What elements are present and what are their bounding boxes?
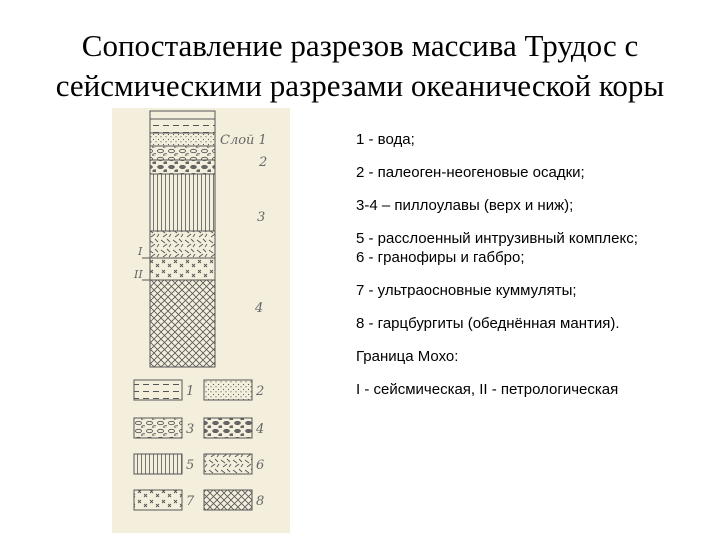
harzburgite-crosshatch-pattern-icon xyxy=(204,490,252,510)
legend-item: 6 - гранофиры и габбро; xyxy=(356,249,525,266)
cumulate-cross-pattern-icon xyxy=(134,490,182,510)
column-sediment-layer xyxy=(150,133,215,146)
column-pillow-lower-layer xyxy=(150,160,215,174)
pattern-key-label: 1 xyxy=(186,384,195,399)
label-moho-2: II xyxy=(134,268,143,281)
label-layer1: Слой 1 xyxy=(220,133,267,148)
pattern-key-label: 5 xyxy=(186,458,195,473)
column-dike-layer xyxy=(150,174,215,231)
pillow-lava-pattern-icon xyxy=(134,418,182,438)
column-pillow-upper-layer xyxy=(150,146,215,160)
legend-item: 3-4 – пиллоулавы (верх и ниж); xyxy=(356,197,574,214)
pattern-key-label: 8 xyxy=(256,494,265,509)
legend-item: 7 - ультраосновные куммуляты; xyxy=(356,282,577,299)
pattern-key-label: 3 xyxy=(186,422,195,437)
pattern-key-label: 2 xyxy=(256,384,265,399)
legend-item: 8 - гарцбургиты (обеднённая мантия). xyxy=(356,315,620,332)
legend-item: 2 - палеоген-неогеновые осадки; xyxy=(356,164,585,181)
pattern-key xyxy=(134,380,252,510)
label-layer2: 2 xyxy=(259,155,268,170)
legend-list xyxy=(356,130,716,399)
column-top-layer xyxy=(150,111,215,119)
legend-item: I - сейсмическая, II - петрологическая xyxy=(356,381,619,398)
column-water-layer xyxy=(150,119,215,133)
label-layer4: 4 xyxy=(255,301,264,316)
pillow-lava-bottom-pattern-icon xyxy=(204,418,252,438)
legend-item: Граница Мохо: xyxy=(356,348,459,365)
dike-vertical-line-pattern-icon xyxy=(134,454,182,474)
pattern-key-label: 4 xyxy=(256,422,265,437)
water-dash-pattern-icon xyxy=(134,380,182,400)
legend-item: 5 - расслоенный интрузивный комплекс; xyxy=(356,230,638,247)
legend-item: 1 - вода; xyxy=(356,131,415,148)
column-granophyre-layer xyxy=(150,231,215,258)
title-line-1: Сопоставление разрезов массива Трудос с xyxy=(81,28,639,63)
granophyre-dash-pattern-icon xyxy=(204,454,252,474)
pattern-key-label: 7 xyxy=(186,494,195,509)
column-cumulate-layer xyxy=(150,258,215,280)
label-moho-1: I xyxy=(138,245,143,258)
section-figure xyxy=(112,108,290,533)
stratigraphic-column xyxy=(142,111,215,367)
column-harzburgite-layer xyxy=(150,280,215,367)
label-layer3: 3 xyxy=(257,210,266,225)
slide-title xyxy=(20,26,700,106)
sediment-dot-pattern-icon xyxy=(204,380,252,400)
title-line-2: сейсмическими разрезами океанической коры xyxy=(55,68,665,103)
pattern-key-label: 6 xyxy=(256,458,265,473)
